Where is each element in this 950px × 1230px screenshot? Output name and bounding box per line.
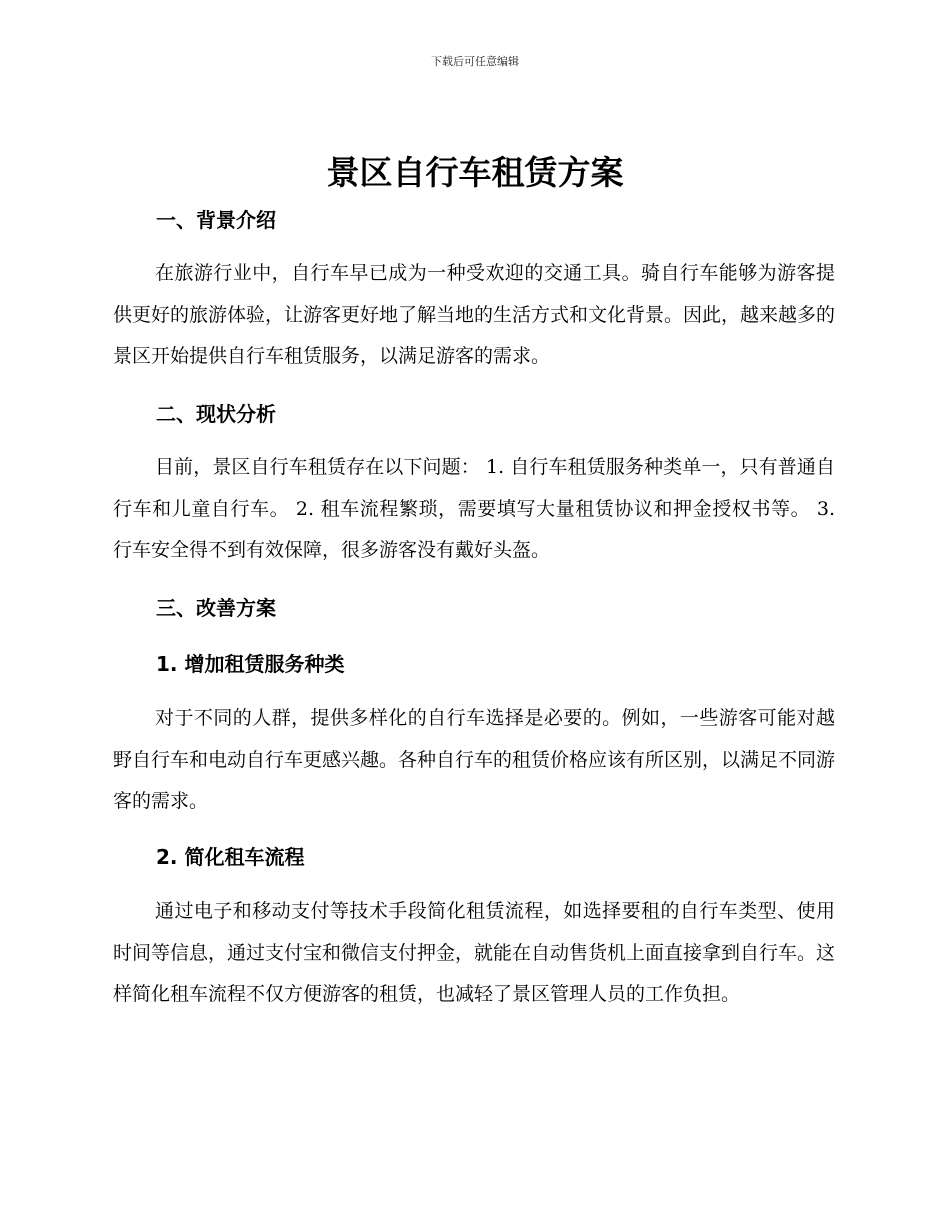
paragraph-analysis: 目前，景区自行车租赁存在以下问题： 1. 自行车租赁服务种类单一，只有普通自行车和儿童自行车。 2. 租车流程繁琐，需要填写大量租赁协议和押金授权书等。 3. 行车安全得不到有效保障，很多游客没有戴好头盔。 xyxy=(113,456,835,561)
subheading-simplify-process: 2. 简化租车流程 xyxy=(156,845,305,869)
paragraph-simplify-process: 通过电子和移动支付等技术手段简化租赁流程，如选择要租的自行车类型、使用时间等信息，通过支付宝和微信支付押金，就能在自动售货机上面直接拿到自行车。这样简化租车流程不仅方便游客的租赁，也减轻了景区管理人员的工作负担。 xyxy=(113,900,836,1005)
section-heading-background: 一、背景介绍 xyxy=(156,208,276,232)
section-heading-analysis: 二、现状分析 xyxy=(156,402,276,426)
header-note: 下载后可任意编辑 xyxy=(431,55,519,68)
paragraph-background: 在旅游行业中，自行车早已成为一种受欢迎的交通工具。骑自行车能够为游客提供更好的旅游体验，让游客更好地了解当地的生活方式和文化背景。因此，越来越多的景区开始提供自行车租赁服务，以满足游客的需求。 xyxy=(113,262,836,367)
section-heading-improvement: 三、改善方案 xyxy=(156,596,276,620)
paragraph-rental-variety: 对于不同的人群，提供多样化的自行车选择是必要的。例如，一些游客可能对越野自行车和电动自行车更感兴趣。各种自行车的租赁价格应该有所区别，以满足不同游客的需求。 xyxy=(113,707,836,812)
document-title: 景区自行车租赁方案 xyxy=(326,153,624,192)
subheading-rental-variety: 1. 增加租赁服务种类 xyxy=(156,652,345,676)
